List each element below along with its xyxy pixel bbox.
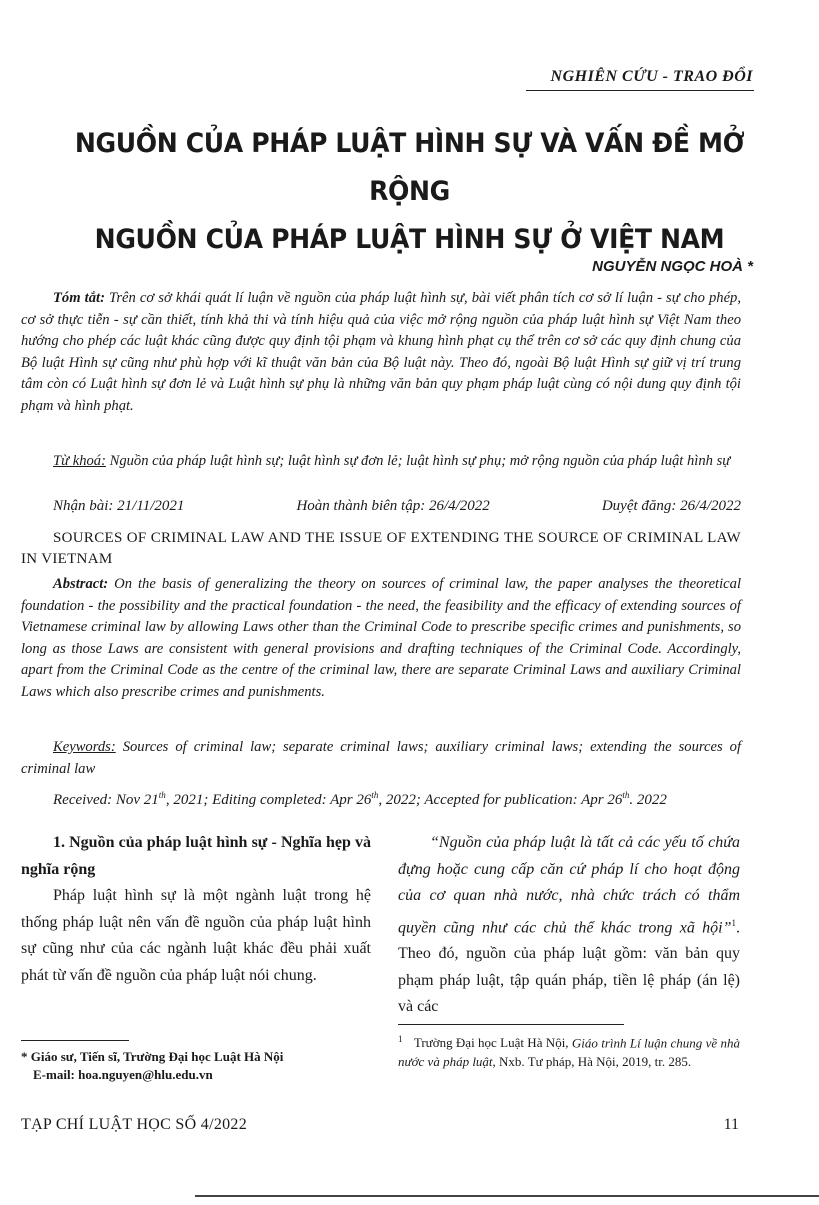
left-column bbox=[21, 830, 371, 989]
keywords-en bbox=[21, 737, 741, 780]
summary-vi bbox=[21, 288, 741, 417]
footnote-ref: 1 bbox=[731, 917, 736, 928]
title-line-2: NGUỒN CỦA PHÁP LUẬT HÌNH SỰ Ở VIỆT NAM bbox=[94, 224, 725, 255]
footnote-rule-right bbox=[398, 1024, 624, 1025]
english-title: SOURCES OF CRIMINAL LAW AND THE ISSUE OF EXTENDING THE SOURCE OF CRIMINAL LAW IN VIETNAM bbox=[21, 530, 741, 567]
title-line-1: NGUỒN CỦA PHÁP LUẬT HÌNH SỰ VÀ VẤN ĐỀ MỞ RỘNG bbox=[74, 128, 745, 207]
author-footnote: * Giáo sư, Tiến sĩ, Trường Đại học Luật Hà Nội E-mail: hoa.nguyen@hlu.edu.vn bbox=[21, 1049, 284, 1082]
footnote-1: $^1$ Trường Đại học Luật Hà Nội, Giáo trình Lí luận chung về nhà nước và pháp luật, Nxb. Tư pháp, Hà Nội, 2019, tr. 285. bbox=[398, 1034, 741, 1070]
keywords-en-label: Keywords: bbox=[53, 739, 116, 755]
summary-label: Tóm tắt: bbox=[53, 290, 105, 306]
quote-text: “Nguồn của pháp luật là tất cả các yếu tố chứa đựng hoặc cung cấp căn cứ pháp lí cho hoạt động của cơ quan nhà nước, nhà chức trách có thẩm quyền cũng như các chủ thể khác trong xã hội” bbox=[398, 834, 740, 936]
abstract-label: Abstract: bbox=[53, 576, 109, 592]
keywords-vi-text: Nguồn của pháp luật hình sự; luật hình sự đơn lẻ; luật hình sự phụ; mở rộng nguồn của pháp luật hình sự bbox=[109, 453, 731, 469]
author-name: NGUYỄN NGỌC HOÀ * bbox=[592, 258, 753, 275]
keywords-en-text: Sources of criminal law; separate criminal laws; auxiliary criminal laws; extending the sources of criminal law bbox=[21, 739, 741, 777]
page-number: 11 bbox=[723, 1116, 739, 1133]
abstract-en bbox=[21, 574, 741, 703]
received-date-vi: Nhận bài: 21/11/2021 bbox=[53, 498, 185, 514]
bottom-rule bbox=[195, 1195, 819, 1197]
accepted-date-vi: Duyệt đăng: 26/4/2022 bbox=[601, 498, 741, 514]
continuation-text: . Theo đó, nguồn của pháp luật gồm: văn bản quy phạm pháp luật, tập quán pháp, tiền lệ pháp (án lệ) và các bbox=[398, 918, 740, 1016]
summary-text: Trên cơ sở khái quát lí luận về nguồn của pháp luật hình sự, bài viết phân tích cơ sở lí luận - sự cho phép, cơ sở thực tiễn - sự cần thiết, tính khả thi và tính hiệu quả của việc mở rộng nguồn của pháp luật hình sự Việt Nam theo hướng cho phép các luật khác cũng được quy định tội phạm và khung hình phạt cụ thể trên cơ sở các quy định chung của Bộ luật Hình sự cũng như phù hợp với kĩ thuật văn bản của Bộ luật này. Theo đó, ngoài Bộ luật Hình sự giữ vị trí trung tâm còn có Luật hình sự đơn lẻ và Luật hình sự phụ là những văn bản quy phạm pháp luật cùng có nội dung quy định tội phạm và hình phạt. bbox=[21, 290, 741, 414]
edited-date-vi: Hoàn thành biên tập: 26/4/2022 bbox=[296, 498, 490, 514]
abstract-text: On the basis of generalizing the theory on sources of criminal law, the paper analyses the theoretical foundation - the possibility and the practical foundation - the need, the feasibility and the efficacy of extending sources of Vietnamese criminal law by allowing Laws other than the Criminal Code to prescribe specific crimes and punishments, so long as those Laws are consistent with general provisions and drafting techniques of the Criminal Code. Accordingly, apart from the Criminal Code as the centre of the criminal law, there are separate Criminal Laws and auxiliary Criminal Laws which also prescribe crimes and punishments. bbox=[21, 576, 741, 700]
keywords-vi bbox=[21, 451, 741, 473]
section-header: NGHIÊN CỨU - TRAO ĐỔI bbox=[550, 68, 753, 85]
keywords-vi-label: Từ khoá: bbox=[53, 453, 106, 469]
dates-vi bbox=[21, 498, 741, 515]
header-rule bbox=[526, 90, 754, 91]
dates-en: Received: Nov 21th, 2021; Editing completed: Apr 26th, 2022; Accepted for publication: Apr 26th. 2022 bbox=[53, 790, 667, 808]
footnote-rule-left bbox=[21, 1040, 129, 1041]
journal-footer: TẠP CHÍ LUẬT HỌC SỐ 4/2022 bbox=[21, 1116, 248, 1133]
article-title bbox=[47, 120, 771, 264]
right-column bbox=[398, 830, 740, 1021]
section-heading: 1. Nguồn của pháp luật hình sự - Nghĩa hẹp và nghĩa rộng bbox=[21, 834, 371, 878]
section-paragraph: Pháp luật hình sự là một ngành luật trong hệ thống pháp luật nên vấn đề nguồn của pháp luật hình sự cũng như của các ngành luật khác đều phải xuất phát từ vấn đề nguồn của pháp luật nói chung. bbox=[21, 887, 371, 984]
